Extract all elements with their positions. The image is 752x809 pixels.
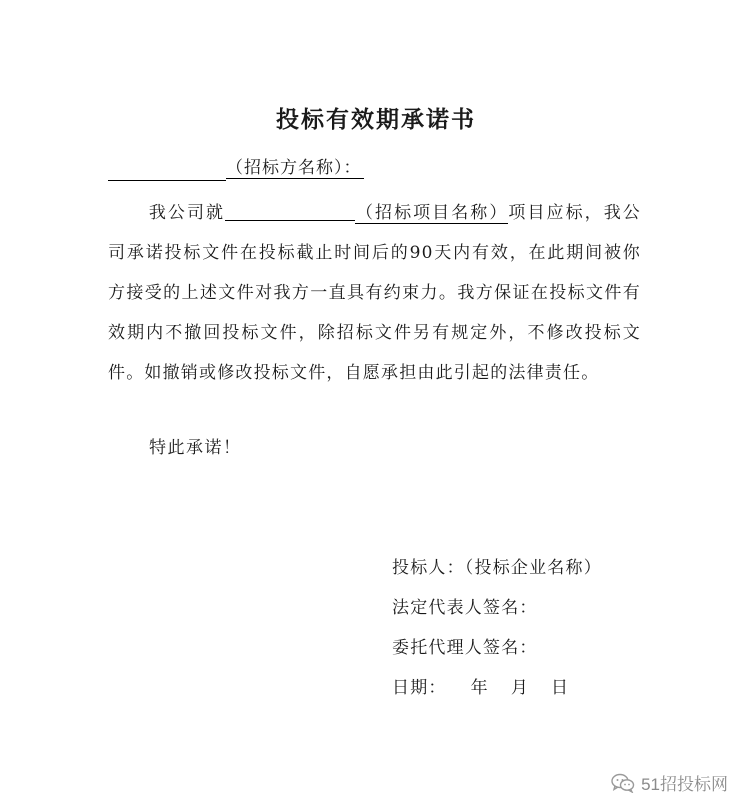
project-blank xyxy=(225,200,355,221)
closing-statement: 特此承诺！ xyxy=(149,438,242,458)
date-label: 日期： xyxy=(392,678,447,698)
recipient-line xyxy=(108,156,364,180)
watermark-text: 51招投标网 xyxy=(641,775,728,794)
date-line xyxy=(392,668,602,708)
date-month: 月 xyxy=(510,678,530,698)
date-day: 日 xyxy=(551,678,570,698)
signature-block xyxy=(392,548,602,708)
recipient-blank xyxy=(108,160,226,181)
legal-rep-line: 法定代表人签名： xyxy=(392,598,538,618)
watermark xyxy=(611,770,728,795)
paragraph-body: 项目应标，我公司承诺投标文件在投标截止时间后的90天内有效，在此期间被你方接受的上述文件对我方一直具有约束力。我方保证在投标文件有效期内不撤回投标文件，除招标文件另有规定外，不修改投标文件。如撤销或修改投标文件，自愿承担由此引起的法律责任。 xyxy=(108,203,641,383)
date-year: 年 xyxy=(470,678,489,698)
project-name-placeholder: （招标项目名称） xyxy=(355,203,509,223)
recipient-label: （招标方名称）： xyxy=(226,158,362,178)
commitment-paragraph xyxy=(108,193,641,393)
bidder-line: 投标人：（投标企业名称） xyxy=(392,558,602,578)
wechat-icon xyxy=(611,773,635,793)
paragraph-prefix: 我公司就 xyxy=(148,203,226,223)
agent-line: 委托代理人签名： xyxy=(392,638,538,658)
document-title: 投标有效期承诺书 xyxy=(276,106,476,133)
